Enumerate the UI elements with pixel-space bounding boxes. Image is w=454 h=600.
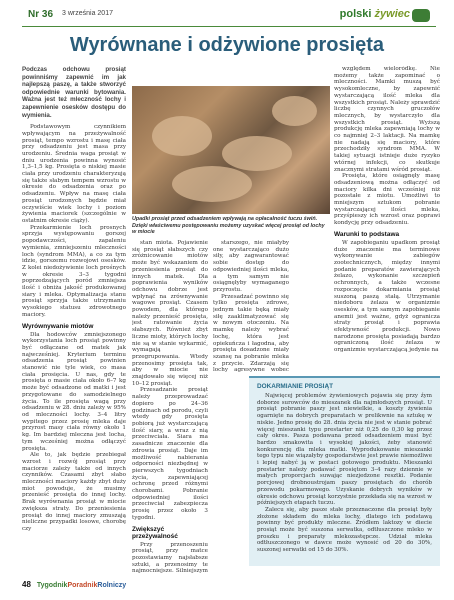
column-3 — [213, 240, 289, 372]
pig-logo-icon — [412, 9, 430, 22]
paragraph: Prosięta, które osiągnęły masę odsadzeniową można odłączyć od maciory kilka dni wcześniej niż pozostałe z miotu. Umożliwi to mniejszym sztukom pobranie wystarczającej ilości mleka, przyśpieszy ich wzrost oraz poprawi kondycję przy odsadzeniu. — [334, 173, 440, 227]
column-4 — [334, 66, 440, 372]
brand-main: polski — [339, 8, 372, 20]
paragraph: Przy przenoszeniu prosiąt, przy matce pozostawiamy najsłabsze sztuki, a przenosimy te najmocniejsze. Silniejszym — [132, 541, 208, 574]
paragraph: względem wieloródkę. Nie możemy także zapominać o mleczności. Mamki muszą być wysokomleczne, by zapewnić wystarczającą ilość mleka dla wszystkich prosiąt. Należy sprawdzić liczbę czynnych gruczołów mlecznych, by wystarczyło dla wszystkich prosiąt. Wyższą produkcję mleka zapewniają lochy w co najmniej 2–3 laktacji. Na mamkę nie nadają się maciory, które przechodziły syndrom MMA. W takiej sytuacji istnieje duże ryzyko wtórnej infekcji, co skutkuje znacznymi stratami wśród prosiąt. — [334, 66, 440, 173]
paragraph: stan miota. Pojawienie się prosiąt słabszych czy zróżnicowanie miotów może być wskazaniem do przeniesienia prosiąt do innych matek. Dla poprawienia wyników odchowu dobrze jest wpłynąć na zrównywanie wagowe prosiąt. Czasem powodem, dla którego należy przenieść prosięta, jest ratowanie życia słabszych. Również zbyt liczne mioty, których lochy nie są w stanie wykarmić, wymagają przegrupowania. Wtedy przenosimy prosięta tak, aby w miocie nie znajdowało się więcej niż 10–12 prosiąt. — [132, 240, 208, 387]
issue-number: Nr 36 — [28, 9, 54, 20]
article-lead: Podczas odchowu prosiąt powinniśmy zapewnić im jak najlepszą paszę, a także stworzyć odpowiednie warunki bytowania. Ważna jest też mleczność lochy i zapewnienie osesków dostępu do wymienia. — [22, 66, 126, 119]
issue-date: 3 września 2017 — [62, 10, 113, 17]
page-number: 48 — [22, 580, 31, 589]
subheading: Warunki to podstawa — [334, 230, 400, 238]
paragraph: Przesadzać powinno się tylko prosięta zdrowe, jednym takie bęką miały siłę zaaklimatyzować się w nowym otoczeniu. Na mamkę należy wybrać lochę, która jest opiekuńcza i łagodna, aby prosięta dosadzone miały szansę na pobranie mleka z przycie. Zdarzają się lochy agresywne wobec — [213, 293, 289, 372]
box-paragraph: Zalecu się, aby pasze stałe przeznaczone dla prosiąt były złożone składem do mleka lochy, dlatego ich podstawą powinny być produkty mleczne. Źródłem laktozy w diecie prosiąt może być suszona serwatka, odtłuszczone mleko w proszku i preparaty mlekozastępcze. Udział mleka odtłuszczonego w dawce może wynosić od 20 do 30%, suszonej serwatki od 15 do 30%. — [257, 506, 432, 554]
footer-logo-a: Tygodnik — [36, 582, 68, 589]
paragraph: W zapobieganiu upadkom prosiąt duże znaczenie ma terminowe wykonywanie zabiegów zootechnicznych, między innymi podanie preparatów zawierających żelazo, wykonanie szczepień ochronnych, a także wczesne rozpoczęcie dokarmiania prosiąt suszoną paszą stałą. Utrzymanie niedoboru żelaza w organizmie osesków, a tym samym zapobieganie anemii jest ważne, gdyż ogranicza straty prosiąt i poprawia efektywność produkcji. Nowo narodzone prosięta posiadają bardzo ograniczoną ilość żelaza w organizmie wystarczającą jedynie na — [334, 239, 440, 354]
box-title: DOKARMIANIE PROSIĄT — [257, 383, 333, 390]
column-1 — [22, 66, 126, 574]
brand-sub: żywiec — [374, 8, 410, 20]
subheading: Wyrównywanie miotów — [22, 322, 94, 330]
paragraph: Podstawowym czynnikiem wpływającym na przeżywalność prosiąt, tempo wzrostu i masę ciała przy odsadzeniu jest masa przy urodzeniu. Średnia waga prosiąt w dniu urodzenia powinna wynosić 1,3–1,5 kg. Prosięta o niskiej masie ciała przy urodzeniu charakteryzują się także słabym tempem wzrostu w okresie do odsadzenia oraz po odsadzeniu. Wpływ na masę ciała prosiąt urodzonych będzie miał oczywiście wiek lochy i poziom żywienia maciorek (szczególnie w ostatnim okresie ciąży). — [22, 124, 126, 224]
footer-logo-b: Poradnik — [67, 582, 98, 589]
sidebar-box — [249, 376, 440, 566]
page-footer — [22, 580, 126, 589]
box-paragraph: Najwięcej problemów żywieniowych pojawia się przy źym doborze surowców do mieszanek dla najmłodszych prosiąt. U prosiąt pobranie paszy jest niewielkie, a koszty żywienia ogarnięte na dobrych preparatach w prelikwnie na sztukę w niskie. Jedno prosię do 28. dnia życia nie jest w stanie pobrać więcej mieszanki typu prestarter niż 0,25 do 0,30 kg przez cały okres. Pasza podawana przed odsadzeniem musi być bardzo smakowita i wysokiej jakości, żeby stanowić konkurencję dla mleka matki. Wyprodukowanie mieszanki tego typu nie wiązałyby gospodarstwie jest prawie niemożliwe i lepiej nabyć ją w postaci gotowego produktu. Mieszanki prestarter należy podawać prosiętom 3–4 razy dziennie w małych proporcjach suwając niezjedzone resztki. Podanie porcjowej drobnoustrojam paszy prosiętach do chorób przewodu pokarmowego. Uzyskanie dobrych wyników w okresie odchowu prosiąt korzystnie przekłada się na wzrost w późniejszych etapach tuczu. — [257, 393, 432, 507]
paragraph: Przesadzanie prosiąt należy przeprowadzać dopiero po 24–36 godzinach od porodu, czyli wtedy gdy prosięta pobiorą już wystarczającą ilość siary, a wraz z nią przeciwciała. Siara ma zasadnicze znaczenie dla zdrowia prosiąt. Daje im możliwość nabierania odporności niezbędnej w pierwszych tygodniach życia, zapewniającej ochronę przed różnymi chorobami. Pobranie odpowiedniej ilości przeciwciał zabezpiecza prosię przez około 3 tygodni. — [132, 387, 208, 521]
photo-caption: Upadki prosiąt przed odsadzeniem wpływają na opłacalność tuczu świń. Dzięki właściwemu postępowaniu możemy uzyskać więcej prosiąt od lochy w miocie — [132, 216, 325, 236]
column-2 — [132, 240, 208, 574]
page-header — [22, 6, 436, 27]
article-title: Wyrównane i odżywione prosięta — [69, 34, 385, 56]
piglets-photo — [132, 86, 330, 214]
paragraph: Przekarmienie loch prosnych sprzyja występowaniu gorszej popodawczości, zapaleniu wymienia, zmniejszeniu mleczności loch (syndrom MMA), a co za tym idzie, gorszemu rozwojowi osesków. Z kolei niedożywienie loch prośnych w okresie 3–3 tygodni poprzedzających poród zmniejsza ilość i obniża jakość produkowanej siary i mleka. Optymalizacja stanu prosiąt sprzyja także utrzymaniu wysokiego statusu zdrowotnego maciory. — [22, 224, 126, 318]
subheading: Zwiększyć przeżywalność — [132, 525, 178, 540]
footer-logo-c: Rolniczy — [97, 582, 127, 589]
paragraph: Ale to, jak będzie przebiegał wzrost i rozwój prosiąt przy maciorze zależy także od innych czynników. Czasami zbyt słabo mleczności maciory każdy zbyt duży miot powoduje, że musimy przenieść prosięta do innej lochy. Brak wyrównania prosiąt w miocie zwiększa straty. Do przeniesienia prosiąt do innej maciory zmuszają nieliczne przypadki losowe, chorobę czy — [22, 452, 126, 532]
paragraph: starszego, nie miałyby one wystarczająco dużo siły, aby zagwarantować sobie dostęp do odpowiedniej ilości mleka, a tym samym nie osiągnęłyby wymaganego przyrostu. — [213, 240, 289, 293]
paragraph: Dla hodowców zmniejszonego wykorzystania loch prosiąt powinny być odłączane od matek jak najwcześniej. Kryterium terminu odsadzenia prosiąt powinien stanowić nie tyle wiek, co masa ciała prosięcia. U nas, gdy te prosięta o masie ciała około 6–7 kg może być odsadzone od matki i jest przygotowane do samodzielnego życia. To ile prosięta wagą przy odsadzeniu w 28. dniu zależy w 95% od mleczności lochy. 3–4 litry wypitego przez prosię mleka daje przyrost masy ciała równy około 1 kg. Im bardziej mleczna jest locha, tym wcześniej można odłączyć prosięta. — [22, 331, 126, 452]
section-brand — [340, 8, 410, 20]
